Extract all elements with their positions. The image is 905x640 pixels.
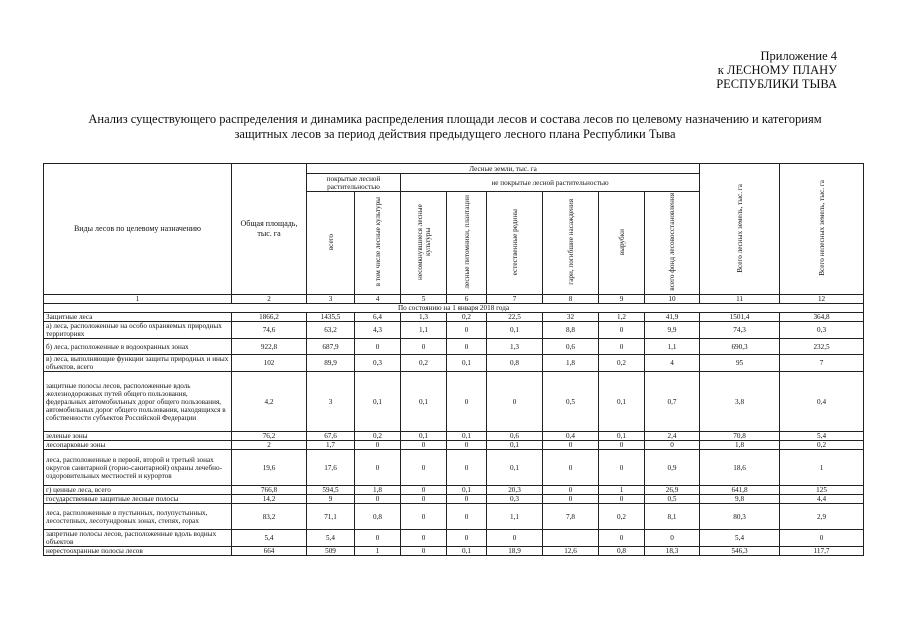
row-value: 0,1 (401, 372, 447, 432)
table-row (44, 547, 864, 556)
row-value: 0 (599, 495, 645, 504)
row-value: 4 (645, 355, 700, 372)
row-value: 0,1 (447, 486, 487, 495)
row-value: 0,3 (780, 322, 864, 339)
row-value: 766,8 (232, 486, 307, 495)
row-value: 922,8 (232, 339, 307, 355)
row-value: 0 (645, 530, 700, 547)
forest-analysis-table (43, 163, 864, 556)
row-value: 509 (307, 547, 355, 556)
header-nurseries: лесные питомники, плантации (447, 192, 487, 295)
column-number: 12 (780, 295, 864, 304)
row-value: 102 (232, 355, 307, 372)
row-value: 0,8 (355, 504, 401, 530)
header-not-covered: не покрытые лесной растительностью (401, 174, 700, 192)
row-value: 690,3 (700, 339, 780, 355)
row-value: 1501,4 (700, 313, 780, 322)
table-row (44, 339, 864, 355)
row-label: в) леса, выполняющие функции защиты природных и иных объектов, всего (44, 355, 232, 372)
row-value: 0 (599, 441, 645, 450)
row-label: б) леса, расположенные в водоохранных зонах (44, 339, 232, 355)
header-total-area: Общая площадь, тыс. га (232, 164, 307, 295)
row-value: 664 (232, 547, 307, 556)
row-value: 0 (447, 450, 487, 486)
column-number: 5 (401, 295, 447, 304)
row-value: 76,2 (232, 432, 307, 441)
row-value: 70,8 (700, 432, 780, 441)
row-value: 20,3 (487, 486, 543, 495)
row-value: 2,4 (645, 432, 700, 441)
row-value: 0,3 (487, 495, 543, 504)
row-value: 0 (447, 504, 487, 530)
row-value: 594,5 (307, 486, 355, 495)
row-value: 74,3 (700, 322, 780, 339)
row-value: 0,1 (447, 547, 487, 556)
header-forest-lands: Лесные земли, тыс. га (307, 164, 700, 174)
header-incl-cultures: в том числе лесные культуры (355, 192, 401, 295)
appendix-line: к ЛЕСНОМУ ПЛАНУ (717, 63, 837, 77)
title-line: защитных лесов за период действия предыдущего лесного плана Республики Тыва (234, 127, 676, 141)
row-value: 0 (599, 339, 645, 355)
row-value: 5,4 (307, 530, 355, 547)
header-total-covered: всего (307, 192, 355, 295)
row-value: 95 (700, 355, 780, 372)
row-value: 1435,5 (307, 313, 355, 322)
row-value (543, 530, 599, 547)
row-value: 0 (401, 486, 447, 495)
column-number: 1 (44, 295, 232, 304)
row-value: 0 (543, 486, 599, 495)
appendix-line: Приложение 4 (760, 49, 837, 63)
row-value: 18,3 (645, 547, 700, 556)
row-value: 0,3 (355, 355, 401, 372)
period-row (44, 304, 864, 313)
header-clearings: вырубки (599, 192, 645, 295)
table-row (44, 450, 864, 486)
row-value: 1 (599, 486, 645, 495)
table-row (44, 372, 864, 432)
row-value: 0,4 (543, 432, 599, 441)
row-value: 0,2 (780, 441, 864, 450)
row-value: 0 (447, 339, 487, 355)
appendix-heading (716, 49, 837, 91)
row-value: 0 (599, 450, 645, 486)
row-value: 67,6 (307, 432, 355, 441)
period-label: По состоянию на 1 января 2018 года (44, 304, 864, 313)
row-value: 0 (599, 530, 645, 547)
row-value: 18,9 (487, 547, 543, 556)
row-value: 0,2 (355, 432, 401, 441)
row-value: 9,8 (700, 495, 780, 504)
row-value: 9,9 (645, 322, 700, 339)
row-label: а) леса, расположенные на особо охраняемых природных территориях (44, 322, 232, 339)
row-value: 0,4 (780, 372, 864, 432)
header-total-reforestation: всего фонд лесовосстановления (645, 192, 700, 295)
table-row (44, 355, 864, 372)
row-value: 26,9 (645, 486, 700, 495)
column-number: 10 (645, 295, 700, 304)
row-value: 14,2 (232, 495, 307, 504)
row-label: Защитные леса (44, 313, 232, 322)
header-unclosed-cultures: несомкнувшиеся лесные культуры (401, 192, 447, 295)
row-label: запретные полосы лесов, расположенные вдоль водных объектов (44, 530, 232, 547)
row-value: 1,1 (487, 504, 543, 530)
row-value: 9 (307, 495, 355, 504)
row-value: 0 (401, 441, 447, 450)
table-row (44, 486, 864, 495)
row-value: 0,1 (447, 432, 487, 441)
row-value: 0 (401, 450, 447, 486)
row-value: 12,6 (543, 547, 599, 556)
row-value: 0 (447, 530, 487, 547)
row-value: 1,2 (599, 313, 645, 322)
row-value: 4,4 (780, 495, 864, 504)
row-value: 0,6 (543, 339, 599, 355)
row-value: 0 (487, 530, 543, 547)
row-value: 22,5 (487, 313, 543, 322)
header-total-nonforest: Всего нелесных земель, тыс. га (780, 164, 864, 295)
row-value: 0,2 (447, 313, 487, 322)
row-value: 0 (401, 339, 447, 355)
row-value: 0 (355, 450, 401, 486)
row-value: 1,1 (401, 322, 447, 339)
row-value: 232,5 (780, 339, 864, 355)
header-natural-sparse: естественные редины (487, 192, 543, 295)
row-value: 80,3 (700, 504, 780, 530)
row-value: 0,1 (487, 450, 543, 486)
row-value: 1,7 (307, 441, 355, 450)
row-value: 0 (487, 372, 543, 432)
row-value: 8,8 (543, 322, 599, 339)
row-value: 0,1 (355, 372, 401, 432)
row-value: 0,9 (645, 450, 700, 486)
row-value: 1,3 (401, 313, 447, 322)
row-value: 17,6 (307, 450, 355, 486)
row-value: 1,8 (543, 355, 599, 372)
row-label: нерестоохранные полосы лесов (44, 547, 232, 556)
row-value: 117,7 (780, 547, 864, 556)
row-value: 0 (401, 504, 447, 530)
row-value: 0 (447, 322, 487, 339)
column-number: 11 (700, 295, 780, 304)
row-value: 0,7 (645, 372, 700, 432)
row-value: 0,1 (401, 432, 447, 441)
row-value: 0,8 (599, 547, 645, 556)
row-value: 0 (355, 339, 401, 355)
row-label: государственные защитные лесные полосы (44, 495, 232, 504)
column-number-row (44, 295, 864, 304)
row-value: 4,2 (232, 372, 307, 432)
table-row (44, 432, 864, 441)
row-value: 0 (355, 441, 401, 450)
row-value: 3,8 (700, 372, 780, 432)
row-value: 8,1 (645, 504, 700, 530)
row-value: 18,6 (700, 450, 780, 486)
row-value: 0 (447, 495, 487, 504)
row-value: 0 (543, 495, 599, 504)
row-value: 0,2 (599, 504, 645, 530)
column-number: 8 (543, 295, 599, 304)
row-value: 7 (780, 355, 864, 372)
row-value: 0 (447, 441, 487, 450)
row-value: 0 (355, 530, 401, 547)
row-value: 5,4 (780, 432, 864, 441)
table-row (44, 322, 864, 339)
row-value: 0,2 (599, 355, 645, 372)
row-value: 0,5 (645, 495, 700, 504)
row-label: леса, расположенные в пустынных, полупустынных, лесостепных, лесотундровых зонах, степях, горах (44, 504, 232, 530)
row-value: 0,1 (487, 441, 543, 450)
table-row (44, 441, 864, 450)
row-value: 1,8 (355, 486, 401, 495)
row-value: 0 (447, 372, 487, 432)
row-label: леса, расположенные в первой, второй и третьей зонах округов санитарной (горно-санитарной) охраны лечебно-оздоровительных местностей и курортов (44, 450, 232, 486)
header-covered: покрытые лесной растительностью (307, 174, 401, 192)
row-value: 1,1 (645, 339, 700, 355)
row-value: 0 (543, 450, 599, 486)
row-value: 63,2 (307, 322, 355, 339)
header-burnt: гари, погибшие насаждения (543, 192, 599, 295)
table-row (44, 530, 864, 547)
column-number: 6 (447, 295, 487, 304)
row-value: 0,1 (487, 322, 543, 339)
row-value: 0,1 (599, 432, 645, 441)
column-number: 4 (355, 295, 401, 304)
table-row (44, 504, 864, 530)
column-number: 9 (599, 295, 645, 304)
row-value: 7,8 (543, 504, 599, 530)
table-row (44, 495, 864, 504)
row-label: лесопарковые зоны (44, 441, 232, 450)
row-value: 125 (780, 486, 864, 495)
column-number: 2 (232, 295, 307, 304)
row-value: 19,6 (232, 450, 307, 486)
row-value: 83,2 (232, 504, 307, 530)
row-value: 5,4 (700, 530, 780, 547)
row-value: 364,8 (780, 313, 864, 322)
row-value: 0,6 (487, 432, 543, 441)
row-value: 1 (780, 450, 864, 486)
row-value: 2 (232, 441, 307, 450)
document-title (40, 112, 870, 142)
header-total-forest-lands: Всего лесных земель, тыс. га (700, 164, 780, 295)
row-value: 1 (355, 547, 401, 556)
row-value: 0 (401, 547, 447, 556)
row-value: 32 (543, 313, 599, 322)
row-value: 0,8 (487, 355, 543, 372)
row-value: 1866,2 (232, 313, 307, 322)
row-value: 0,1 (599, 372, 645, 432)
row-value: 0 (401, 495, 447, 504)
title-line: Анализ существующего распределения и динамика распределения площади лесов и состава лесов по целевому назначению и категориям (88, 112, 822, 126)
row-value: 41,9 (645, 313, 700, 322)
row-value: 3 (307, 372, 355, 432)
row-value: 89,9 (307, 355, 355, 372)
row-value: 0 (780, 530, 864, 547)
row-value: 0,2 (401, 355, 447, 372)
column-number: 7 (487, 295, 543, 304)
row-value: 1,8 (700, 441, 780, 450)
header-kind: Виды лесов по целевому назначению (44, 164, 232, 295)
row-label: защитные полосы лесов, расположенные вдоль железнодорожных путей общего пользования, федеральных автомобильных дорог общего пользования, автомобильных дорог общего пользования, находящихся в собственности субъектов Российской Федерации (44, 372, 232, 432)
row-label: г) ценные леса, всего (44, 486, 232, 495)
row-value: 0,5 (543, 372, 599, 432)
row-value: 641,8 (700, 486, 780, 495)
row-value: 0 (599, 322, 645, 339)
row-value: 71,1 (307, 504, 355, 530)
row-value: 0 (401, 530, 447, 547)
row-value: 5,4 (232, 530, 307, 547)
row-value: 6,4 (355, 313, 401, 322)
row-value: 2,9 (780, 504, 864, 530)
row-value: 546,3 (700, 547, 780, 556)
column-number: 3 (307, 295, 355, 304)
row-value: 687,9 (307, 339, 355, 355)
row-value: 74,6 (232, 322, 307, 339)
row-value: 0 (645, 441, 700, 450)
table-row (44, 313, 864, 322)
row-value: 4,3 (355, 322, 401, 339)
appendix-line: РЕСПУБЛИКИ ТЫВА (716, 77, 837, 91)
row-value: 0,1 (447, 355, 487, 372)
row-label: зеленые зоны (44, 432, 232, 441)
row-value: 1,3 (487, 339, 543, 355)
row-value: 0 (543, 441, 599, 450)
row-value: 0 (355, 495, 401, 504)
